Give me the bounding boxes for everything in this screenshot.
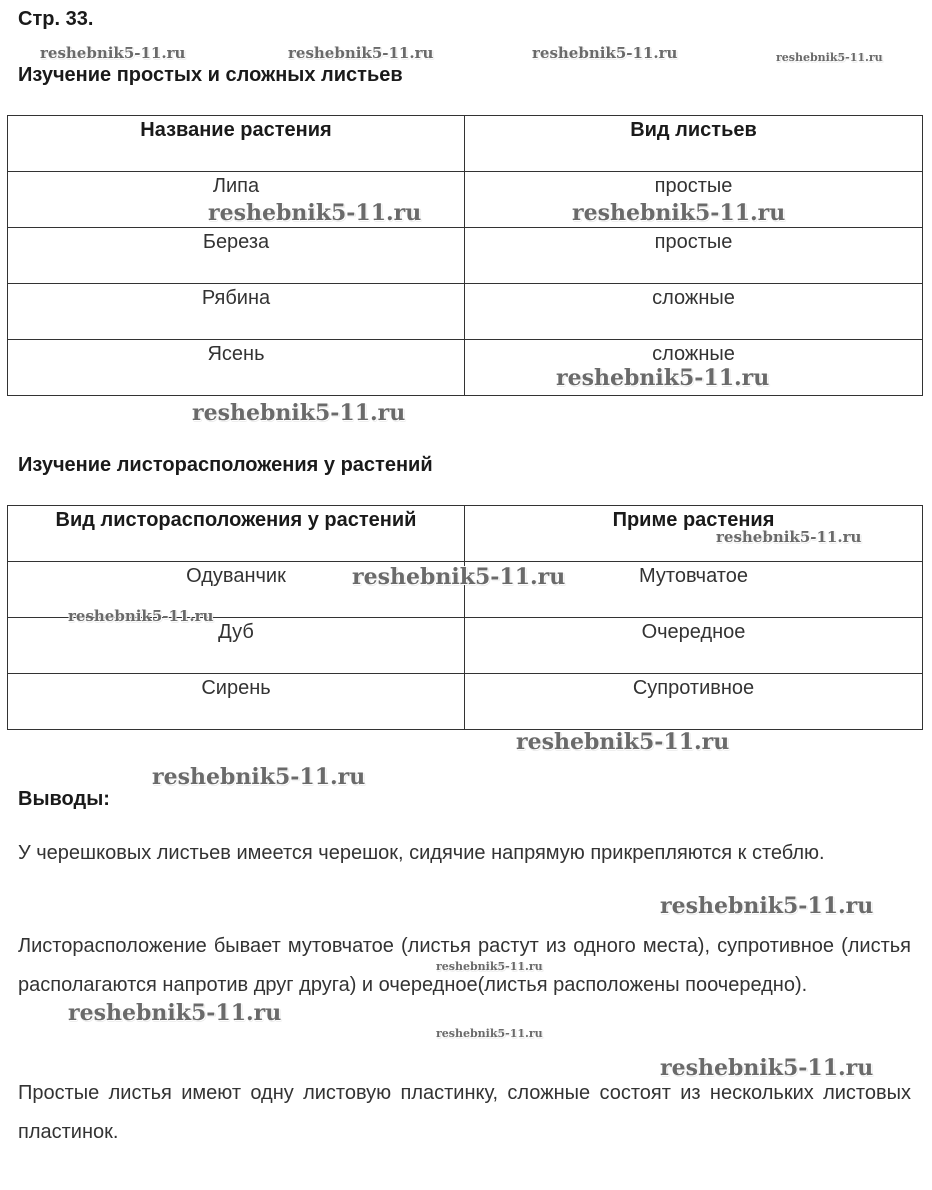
table-row <box>8 228 923 284</box>
watermark: reshebnik5-11.ru <box>660 893 874 919</box>
leaf-type-cell: сложные <box>465 284 923 340</box>
table-row <box>8 562 923 618</box>
plant-name-cell: Ясень <box>8 340 465 396</box>
page-number: Стр. 33. <box>18 8 94 30</box>
table-row <box>8 284 923 340</box>
watermark: reshebnik5-11.ru <box>716 528 862 546</box>
plant-name-cell: Сирень <box>8 674 465 730</box>
watermark: reshebnik5-11.ru <box>660 1055 874 1081</box>
watermark: reshebnik5-11.ru <box>208 200 422 226</box>
watermark: reshebnik5-11.ru <box>572 200 786 226</box>
conclusion-paragraph: Листорасположение бывает мутовчатое (листья растут из одного места), супротивное (листья располагаются напротив друг друга) и очередное(листья расположены поочередно). <box>18 935 911 996</box>
section2-title: Изучение листорасположения у растений <box>18 454 433 476</box>
table-header-row <box>8 116 923 172</box>
watermark: reshebnik5-11.ru <box>152 764 366 790</box>
watermark: reshebnik5-11.ru <box>436 1027 543 1040</box>
watermark: reshebnik5-11.ru <box>436 960 543 973</box>
arrangement-cell: Мутовчатое <box>465 562 923 618</box>
section1-title: Изучение простых и сложных листьев <box>18 64 403 86</box>
plant-name-cell: Береза <box>8 228 465 284</box>
watermark: reshebnik5-11.ru <box>192 400 406 426</box>
arrangement-cell: Супротивное <box>465 674 923 730</box>
table-row <box>8 172 923 228</box>
table-row <box>8 618 923 674</box>
leaf-type-cell: простые <box>465 172 923 228</box>
plant-name-cell: Одуванчик <box>8 562 465 618</box>
plant-name-cell: Липа <box>8 172 465 228</box>
conclusion-paragraph: Простые листья имеют одну листовую пластинку, сложные состоят из нескольких листовых пластинок. <box>18 1082 911 1143</box>
header-cell: Название растения <box>8 116 465 172</box>
conclusion-paragraph: У черешковых листьев имеется черешок, сидячие напрямую прикрепляются к стеблю. <box>18 842 825 864</box>
watermark: reshebnik5-11.ru <box>68 1000 282 1026</box>
table-header-row <box>8 506 923 562</box>
watermark: reshebnik5-11.ru <box>776 51 883 64</box>
header-cell: Вид листьев <box>465 116 923 172</box>
leaf-type-cell: сложные <box>465 340 923 396</box>
table-row <box>8 340 923 396</box>
table-row <box>8 674 923 730</box>
watermark: reshebnik5-11.ru <box>288 44 434 62</box>
plant-name-cell: Дуб <box>8 618 465 674</box>
leaf-type-cell: простые <box>465 228 923 284</box>
watermark: reshebnik5-11.ru <box>40 44 186 62</box>
leaf-type-table <box>7 115 923 396</box>
watermark: reshebnik5-11.ru <box>556 365 770 391</box>
leaf-arrangement-table <box>7 505 923 730</box>
plant-name-cell: Рябина <box>8 284 465 340</box>
header-cell: Вид листорасположения у растений <box>8 506 465 562</box>
watermark: reshebnik5-11.ru <box>68 607 214 625</box>
watermark: reshebnik5-11.ru <box>352 564 566 590</box>
conclusions-title: Выводы: <box>18 788 110 810</box>
arrangement-cell: Очередное <box>465 618 923 674</box>
header-cell: Приме растения <box>465 506 923 562</box>
watermark: reshebnik5-11.ru <box>532 44 678 62</box>
watermark: reshebnik5-11.ru <box>516 729 730 755</box>
